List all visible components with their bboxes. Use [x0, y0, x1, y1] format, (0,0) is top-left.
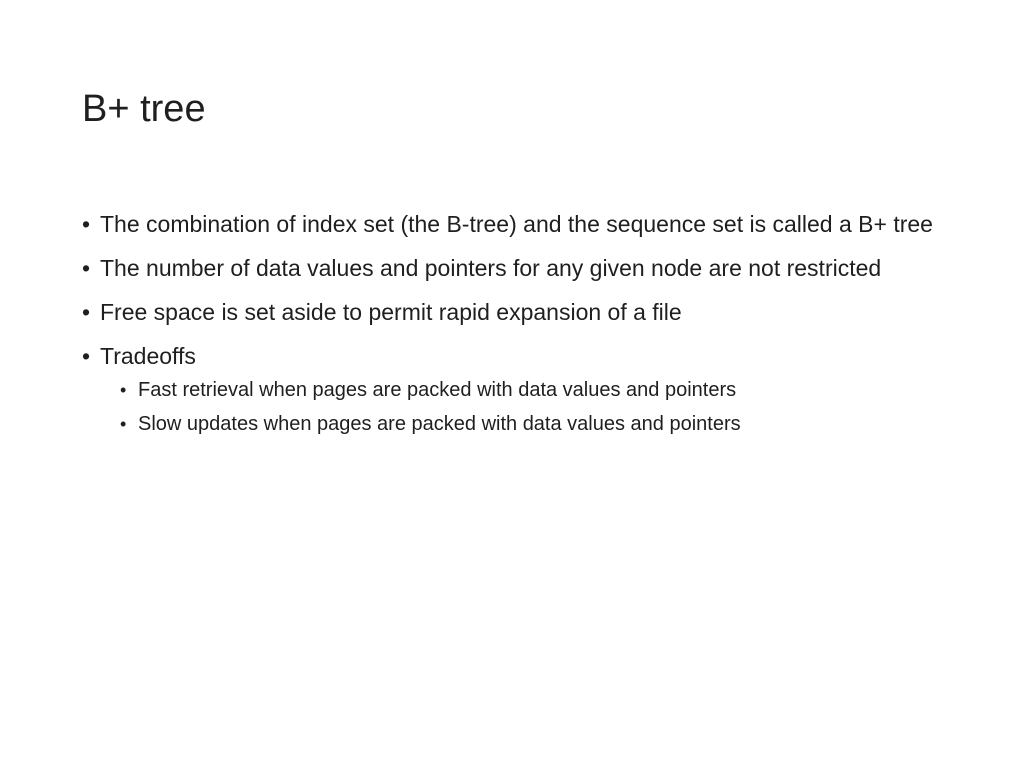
- sub-bullet-list: [120, 376, 942, 438]
- slide-content: [82, 208, 942, 444]
- sub-bullet-text-1: Fast retrieval when pages are packed with data values and pointers: [138, 379, 737, 401]
- bullet-item-2: [82, 252, 942, 284]
- bullet-item-4: [82, 340, 942, 372]
- bullet-text-2: The number of data values and pointers for any given node are not restricted: [100, 255, 882, 281]
- sub-bullet-item-2: [120, 410, 942, 438]
- bullet-text-1: The combination of index set (the B-tree) and the sequence set is called a B+ tree: [100, 211, 933, 237]
- bullet-item-3: [82, 296, 942, 328]
- bullet-item-1: [82, 208, 942, 240]
- slide-title: B+ tree: [82, 88, 206, 130]
- bullet-text-4: Tradeoffs: [100, 343, 196, 369]
- bullet-text-3: Free space is set aside to permit rapid expansion of a file: [100, 299, 682, 325]
- sub-bullet-item-1: [120, 376, 942, 404]
- sub-bullet-text-2: Slow updates when pages are packed with data values and pointers: [138, 413, 741, 435]
